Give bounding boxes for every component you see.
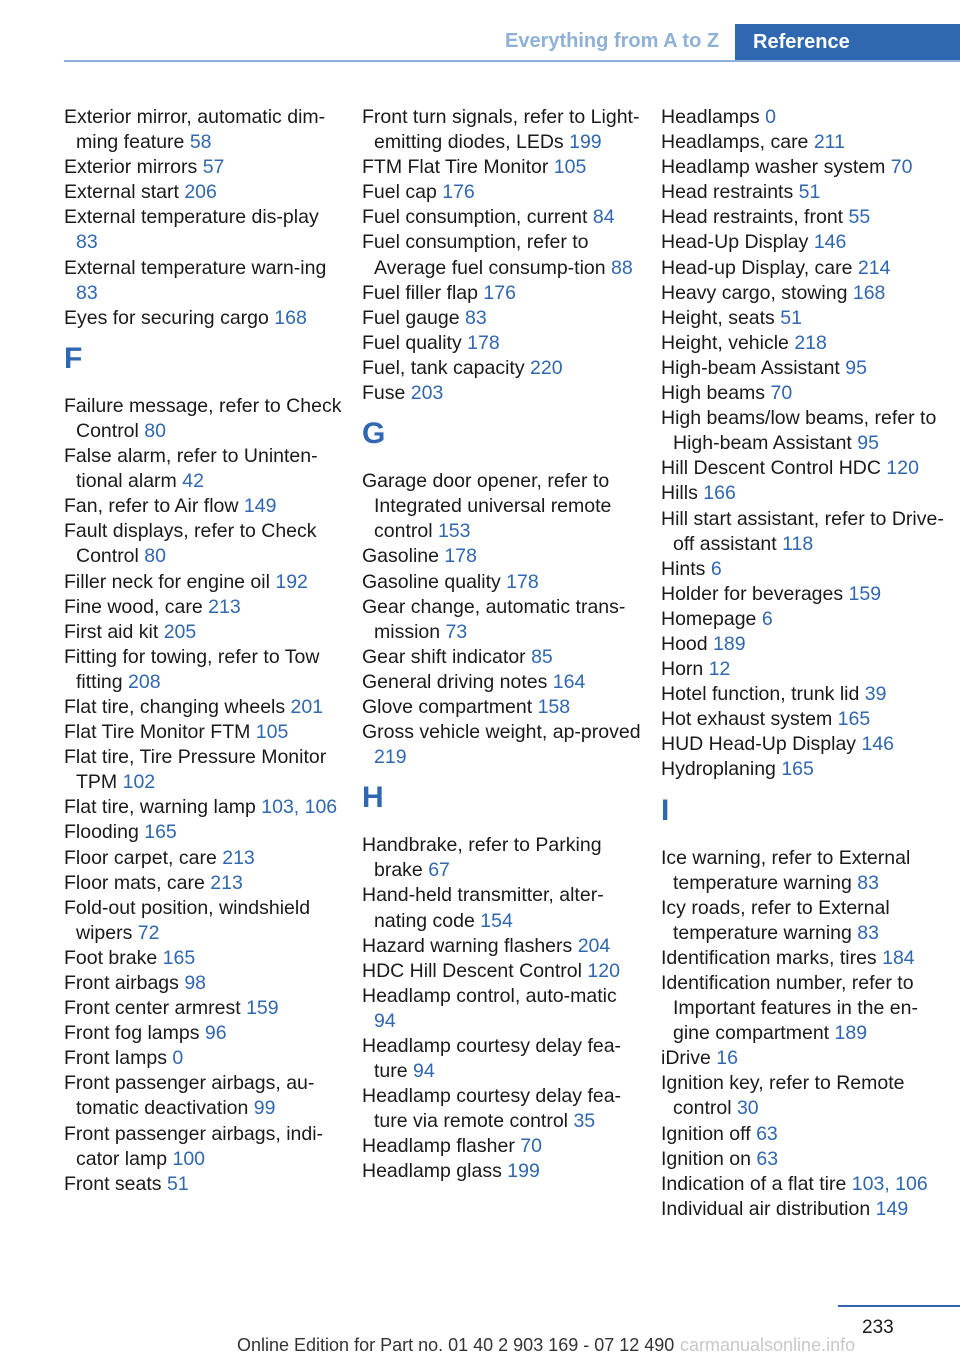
index-entry-text: High-beam Assistant xyxy=(661,356,840,379)
index-entry-text: Ignition on xyxy=(661,1147,751,1170)
page-reference-link[interactable]: 98 xyxy=(184,972,207,994)
page-reference-link[interactable]: 164 xyxy=(552,670,586,693)
page-reference-link[interactable]: 206 xyxy=(184,181,217,204)
page-reference-link[interactable]: 16 xyxy=(716,1047,738,1070)
index-entry xyxy=(64,1071,344,1121)
watermark: carmanualsonline.info xyxy=(680,1335,856,1355)
page-reference-link[interactable]: 165 xyxy=(144,821,177,844)
index-entry-text: Headlamp washer system xyxy=(661,156,886,179)
index-entry-text: HDC Hill Descent Control xyxy=(362,959,582,982)
index-entry xyxy=(362,381,642,406)
page-reference-link[interactable]: 83 xyxy=(76,231,98,254)
index-entry-text: Handbrake, refer to Parking brake xyxy=(362,834,602,882)
index-letter-heading: G xyxy=(362,417,386,451)
page-reference-link[interactable]: 213 xyxy=(222,846,255,869)
page-number: 233 xyxy=(862,1317,894,1338)
index-entry xyxy=(661,582,951,607)
index-entry-text: Individual air distribution xyxy=(661,1197,871,1220)
index-entry xyxy=(661,682,951,707)
index-column-3 xyxy=(661,105,951,1222)
index-entry xyxy=(64,595,344,620)
index-entry-text: Horn xyxy=(661,658,704,681)
page-reference-link[interactable]: 105 xyxy=(255,721,289,744)
index-entry xyxy=(661,356,951,381)
index-entry-text: Headlamp flasher xyxy=(362,1135,515,1158)
index-entry xyxy=(64,105,344,155)
index-entry xyxy=(64,180,344,205)
index-entry xyxy=(362,695,642,720)
index-entry-text: Front airbags xyxy=(64,972,179,994)
index-entry xyxy=(362,720,642,770)
page-reference-link[interactable]: 51 xyxy=(780,306,802,329)
index-entry-text: Fuel consumption, refer to Average fuel consump-tion xyxy=(362,231,606,279)
index-entry-text: Flat tire, Tire Pressure Monitor TPM xyxy=(64,746,327,794)
index-entry xyxy=(661,657,951,682)
index-entry-text: Ignition key, refer to Remote control xyxy=(661,1072,905,1120)
index-entry xyxy=(362,356,642,381)
index-entry xyxy=(661,256,951,281)
page-reference-link[interactable]: 159 xyxy=(246,997,279,1020)
index-entry xyxy=(661,757,951,782)
index-entry xyxy=(661,205,951,230)
index-entry-text: Holder for beverages xyxy=(661,582,844,605)
index-entry xyxy=(362,155,642,180)
index-entry xyxy=(661,632,951,657)
page-reference-link[interactable]: 96 xyxy=(204,1022,227,1045)
page-reference-link[interactable]: 83 xyxy=(857,921,879,944)
page-reference-link[interactable]: 88 xyxy=(611,256,633,279)
page-reference-link[interactable]: 165 xyxy=(781,758,814,781)
index-entry xyxy=(64,695,344,720)
page-reference-link[interactable]: 83 xyxy=(465,306,487,329)
index-entry-text: Front center armrest xyxy=(64,997,241,1020)
index-entry xyxy=(64,946,344,971)
index-entry xyxy=(362,205,642,230)
index-entry-text: Filler neck for engine oil xyxy=(64,570,270,593)
page-reference-link[interactable]: 99 xyxy=(253,1097,276,1120)
edition-note: Online Edition for Part no. 01 40 2 903 169 - 07 12 490 xyxy=(237,1335,675,1355)
page-reference-link[interactable]: 6 xyxy=(761,607,773,630)
index-entry-text: External temperature warn-ing xyxy=(64,256,327,279)
page-reference-link[interactable]: 51 xyxy=(166,1172,189,1195)
index-entry xyxy=(661,406,951,456)
index-entry xyxy=(64,996,344,1021)
page-reference-link[interactable]: 149 xyxy=(243,495,277,518)
page-reference-link[interactable]: 118 xyxy=(782,532,814,555)
page-reference-link[interactable]: 85 xyxy=(531,645,553,668)
index-entry-text: Identification number, refer to Important features in the en-gine compartment xyxy=(661,972,918,1045)
page-reference-link[interactable]: 42 xyxy=(182,470,204,493)
page-reference-link[interactable]: 103, 106 xyxy=(261,796,338,819)
page-reference-link[interactable]: 218 xyxy=(794,331,827,354)
index-entry-text: Garage door opener, refer to Integrated universal remote control xyxy=(362,470,612,543)
index-entry-text: Fuel, tank capacity xyxy=(362,356,525,379)
index-entry xyxy=(661,946,951,971)
index-entry xyxy=(362,331,642,356)
index-entry-text: Headlamp courtesy delay fea-ture via remote control xyxy=(362,1085,622,1133)
page-reference-link[interactable]: 153 xyxy=(437,520,471,543)
index-entry-text: Front seats xyxy=(64,1172,162,1195)
index-entry-text: Eyes for securing cargo xyxy=(64,306,269,329)
index-entry-text: Icy roads, refer to External temperature warning xyxy=(661,896,890,944)
index-entry-text: Fuel filler flap xyxy=(362,281,478,304)
index-entry xyxy=(661,846,951,896)
index-entry-text: Front lamps xyxy=(64,1047,167,1070)
index-entry-text: Headlamp courtesy delay fea-ture xyxy=(362,1035,622,1083)
index-entry-text: High beams xyxy=(661,382,766,405)
index-entry xyxy=(661,1122,951,1147)
index-entry-text: iDrive xyxy=(661,1047,711,1070)
page-reference-link[interactable]: 159 xyxy=(848,582,882,605)
page-reference-link[interactable]: 176 xyxy=(483,281,516,304)
index-entry-text: Floor mats, care xyxy=(64,871,205,894)
page-reference-link[interactable]: 204 xyxy=(577,934,611,957)
index-entry-text: Hood xyxy=(661,632,708,655)
page-reference-link[interactable]: 83 xyxy=(76,281,98,304)
page-reference-link[interactable]: 102 xyxy=(122,771,156,794)
header-divider xyxy=(64,60,960,62)
index-entry xyxy=(362,544,642,569)
page-reference-link[interactable]: 214 xyxy=(857,256,891,279)
index-entry xyxy=(661,607,951,632)
footer-divider xyxy=(838,1305,960,1307)
page-reference-link[interactable]: 103, 106 xyxy=(851,1172,928,1195)
index-entry xyxy=(362,959,642,984)
index-entry xyxy=(64,256,344,306)
index-entry-text: Identification marks, tires xyxy=(661,946,877,969)
index-entry-text: Head restraints xyxy=(661,181,794,204)
index-entry xyxy=(362,180,642,205)
index-entry-text: Gear change, automatic trans-mission xyxy=(362,595,626,643)
index-entry xyxy=(661,732,951,757)
page-reference-link[interactable]: 80 xyxy=(144,545,166,568)
index-entry xyxy=(64,745,344,795)
page-reference-link[interactable]: 176 xyxy=(442,181,475,204)
index-entry-text: Gross vehicle weight, ap-proved xyxy=(362,721,641,744)
index-entry xyxy=(661,971,951,1046)
index-entry xyxy=(362,306,642,331)
page-reference-link[interactable]: 178 xyxy=(506,570,539,593)
reference-tab[interactable]: Reference xyxy=(735,24,960,60)
index-entry-text: Height, seats xyxy=(661,306,775,329)
page-reference-link[interactable]: 220 xyxy=(530,356,563,379)
index-entry xyxy=(661,481,951,506)
index-entry xyxy=(661,381,951,406)
index-entry xyxy=(64,570,344,595)
index-letter-heading: F xyxy=(64,341,83,375)
index-entry xyxy=(661,1172,951,1197)
index-entry xyxy=(64,720,344,745)
page-header xyxy=(0,0,960,62)
index-entry xyxy=(64,620,344,645)
index-entry-text: Hand-held transmitter, alter-nating code xyxy=(362,884,604,932)
page-reference-link[interactable]: 0 xyxy=(765,106,776,128)
page-reference-link[interactable]: 158 xyxy=(537,695,571,718)
page-reference-link[interactable]: 201 xyxy=(290,695,324,718)
index-entry xyxy=(362,670,642,695)
page-reference-link[interactable]: 94 xyxy=(374,1009,396,1032)
index-entry-text: Indication of a flat tire xyxy=(661,1172,847,1195)
index-entry xyxy=(362,934,642,959)
index-entry-text: Homepage xyxy=(661,607,757,630)
index-entry xyxy=(64,519,344,569)
section-title: Everything from A to Z xyxy=(505,30,720,52)
index-entry-text: Foot brake xyxy=(64,946,158,969)
index-entry xyxy=(661,180,951,205)
index-entry xyxy=(64,1172,344,1197)
page-reference-link[interactable]: 105 xyxy=(553,156,587,179)
page-reference-link[interactable]: 168 xyxy=(852,281,886,304)
index-entry-text: General driving notes xyxy=(362,670,548,693)
index-entry-text: Flat tire, warning lamp xyxy=(64,796,256,819)
page-reference-link[interactable]: 154 xyxy=(480,909,513,932)
index-entry xyxy=(362,1034,642,1084)
index-entry-text: Gasoline quality xyxy=(362,570,501,593)
index-entry xyxy=(362,984,642,1034)
page-reference-link[interactable]: 35 xyxy=(573,1110,596,1133)
index-entry-text: High beams/low beams, refer to High-beam Assistant xyxy=(661,407,937,455)
index-entry-text: Fitting for towing, refer to Tow fitting xyxy=(64,645,320,693)
page-reference-link[interactable]: 51 xyxy=(798,181,821,204)
page-reference-link[interactable]: 70 xyxy=(770,382,793,405)
page-reference-link[interactable]: 199 xyxy=(569,131,602,154)
page-reference-link[interactable]: 67 xyxy=(428,859,450,882)
page-reference-link[interactable]: 211 xyxy=(813,131,845,154)
page-reference-link[interactable]: 100 xyxy=(172,1147,206,1170)
index-entry xyxy=(661,281,951,306)
page-reference-link[interactable]: 70 xyxy=(890,156,913,179)
index-entry-text: FTM Flat Tire Monitor xyxy=(362,156,549,179)
index-entry xyxy=(661,456,951,481)
index-letter-heading: I xyxy=(661,793,670,827)
index-entry xyxy=(362,883,642,933)
page-reference-link[interactable]: 178 xyxy=(467,331,500,354)
page-reference-link[interactable]: 63 xyxy=(756,1122,778,1145)
index-entry xyxy=(362,595,642,645)
index-entry xyxy=(64,1046,344,1071)
index-entry xyxy=(661,507,951,557)
page-reference-link[interactable]: 178 xyxy=(444,545,477,568)
page-reference-link[interactable]: 80 xyxy=(144,419,166,442)
index-entry xyxy=(661,1071,951,1121)
page-reference-link[interactable]: 205 xyxy=(163,620,197,643)
page-reference-link[interactable]: 120 xyxy=(587,959,620,982)
page-reference-link[interactable]: 70 xyxy=(520,1135,542,1158)
page-reference-link[interactable]: 168 xyxy=(274,306,307,329)
index-entry xyxy=(362,645,642,670)
index-entry xyxy=(362,1084,642,1134)
index-entry xyxy=(64,205,344,255)
index-entry-text: Fold-out position, windshield wipers xyxy=(64,896,311,944)
index-entry-text: Flooding xyxy=(64,821,139,844)
index-entry-text: Hotel function, trunk lid xyxy=(661,683,860,706)
index-entry xyxy=(64,795,344,820)
index-entry xyxy=(661,230,951,255)
index-entry-text: Fuel consumption, current xyxy=(362,206,588,229)
index-entry xyxy=(64,494,344,519)
index-entry-text: Flat tire, changing wheels xyxy=(64,695,286,718)
index-entry xyxy=(64,155,344,180)
index-entry-text: Fuel quality xyxy=(362,331,462,354)
index-entry-text: Floor carpet, care xyxy=(64,846,217,869)
page-reference-link[interactable]: 39 xyxy=(864,683,887,706)
page-reference-link[interactable]: 199 xyxy=(507,1160,540,1183)
index-entry xyxy=(362,1159,642,1184)
index-entry-text: Exterior mirror, automatic dim-ming feature xyxy=(64,106,326,154)
index-entry-text: Fuel cap xyxy=(362,181,437,204)
index-entry-text: Front passenger airbags, au-tomatic deactivation xyxy=(64,1072,315,1120)
index-letter-heading: H xyxy=(362,781,384,815)
index-entry xyxy=(362,570,642,595)
page-reference-link[interactable]: 219 xyxy=(374,746,407,769)
index-entry-text: Front fog lamps xyxy=(64,1022,200,1045)
index-entry xyxy=(64,1122,344,1172)
page-reference-link[interactable]: 63 xyxy=(756,1147,779,1170)
page-reference-link[interactable]: 95 xyxy=(845,356,867,379)
index-entry xyxy=(661,1197,951,1222)
page-reference-link[interactable]: 149 xyxy=(875,1197,909,1220)
index-entry-text: Ignition off xyxy=(661,1122,751,1145)
index-entry-text: Ice warning, refer to External temperature warning xyxy=(661,846,911,894)
index-entry-text: Glove compartment xyxy=(362,695,533,718)
index-entry-text: Head-up Display, care xyxy=(661,256,853,279)
index-entry-text: Fan, refer to Air flow xyxy=(64,495,239,518)
index-entry xyxy=(362,281,642,306)
index-entry xyxy=(64,394,344,444)
index-entry xyxy=(362,105,642,155)
index-entry xyxy=(661,707,951,732)
page-reference-link[interactable]: 57 xyxy=(202,156,225,179)
page-reference-link[interactable]: 58 xyxy=(189,131,212,154)
index-entry-text: HUD Head-Up Display xyxy=(661,733,857,756)
index-entry xyxy=(661,1046,951,1071)
index-entry-text: Fuse xyxy=(362,382,406,405)
page-reference-link[interactable]: 213 xyxy=(210,871,243,894)
index-entry-text: Fault displays, refer to Check Control xyxy=(64,520,317,568)
index-entry-text: Headlamp control, auto-matic xyxy=(362,984,617,1007)
page-reference-link[interactable]: 55 xyxy=(848,206,871,229)
index-entry-text: Heavy cargo, stowing xyxy=(661,281,848,304)
page-reference-link[interactable]: 84 xyxy=(592,206,615,229)
index-entry-text: Hills xyxy=(661,482,698,505)
index-entry xyxy=(661,331,951,356)
index-entry xyxy=(362,230,642,280)
page-reference-link[interactable]: 189 xyxy=(713,632,746,655)
index-entry-text: Height, vehicle xyxy=(661,331,789,354)
index-entry-text: Fine wood, care xyxy=(64,595,203,618)
index-entry-text: Front turn signals, refer to Light-emitting diodes, LEDs xyxy=(362,106,640,154)
index-entry-text: Gasoline xyxy=(362,545,439,568)
index-entry-text: Hydroplaning xyxy=(661,758,776,781)
index-entry xyxy=(64,820,344,845)
page-reference-link[interactable]: 0 xyxy=(172,1047,184,1070)
index-entry-text: Exterior mirrors xyxy=(64,156,198,179)
index-entry xyxy=(661,1147,951,1172)
page-reference-link[interactable]: 146 xyxy=(861,733,895,756)
page-reference-link[interactable]: 166 xyxy=(703,482,736,505)
index-entry-text: First aid kit xyxy=(64,620,159,643)
page-reference-link[interactable]: 165 xyxy=(837,708,871,731)
index-entry xyxy=(64,645,344,695)
page-reference-link[interactable]: 208 xyxy=(128,670,161,693)
page-reference-link[interactable]: 146 xyxy=(813,231,847,254)
page-reference-link[interactable]: 213 xyxy=(208,595,241,618)
index-entry-text: Hazard warning flashers xyxy=(362,934,573,957)
index-entry xyxy=(64,971,344,996)
index-entry xyxy=(661,306,951,331)
index-entry-text: Failure message, refer to Check Control xyxy=(64,394,342,442)
index-entry-text: Hill start assistant, refer to Drive-off assistant xyxy=(661,507,944,555)
index-entry-text: Hill Descent Control HDC xyxy=(661,457,881,480)
index-entry xyxy=(64,306,344,331)
index-entry xyxy=(661,896,951,946)
index-entry-text: Hints xyxy=(661,557,706,580)
page-reference-link[interactable]: 72 xyxy=(137,921,160,944)
index-entry xyxy=(64,1021,344,1046)
page-reference-link[interactable]: 73 xyxy=(445,620,468,643)
index-entry xyxy=(64,871,344,896)
index-entry-text: Gear shift indicator xyxy=(362,645,526,668)
index-entry xyxy=(64,444,344,494)
index-entry xyxy=(661,557,951,582)
page-reference-link[interactable]: 83 xyxy=(857,871,879,894)
page-reference-link[interactable]: 95 xyxy=(857,432,879,455)
index-entry-text: External start xyxy=(64,181,179,204)
index-column-2 xyxy=(362,105,642,1185)
page-reference-link[interactable]: 203 xyxy=(410,382,444,405)
index-entry-text: Flat Tire Monitor FTM xyxy=(64,721,251,744)
page-reference-link[interactable]: 6 xyxy=(710,557,722,580)
page-reference-link[interactable]: 192 xyxy=(275,570,308,593)
index-entry-text: Head restraints, front xyxy=(661,206,844,229)
index-entry-text: Front passenger airbags, indi-cator lamp xyxy=(64,1122,324,1170)
index-entry xyxy=(362,1134,642,1159)
index-entry xyxy=(362,469,642,544)
index-column-1 xyxy=(64,105,344,1197)
index-entry-text: Head-Up Display xyxy=(661,231,809,254)
index-entry-text: Headlamp glass xyxy=(362,1160,502,1183)
index-entry-text: Hot exhaust system xyxy=(661,708,833,731)
index-entry-text: False alarm, refer to Uninten-tional alarm xyxy=(64,445,318,493)
index-entry-text: Headlamps, care xyxy=(661,131,809,154)
index-entry xyxy=(661,105,951,130)
page-reference-link[interactable]: 120 xyxy=(886,457,919,480)
index-entry xyxy=(64,846,344,871)
index-entry-text: Headlamps xyxy=(661,106,760,128)
page-reference-link[interactable]: 94 xyxy=(413,1060,435,1083)
page-reference-link[interactable]: 30 xyxy=(736,1097,759,1120)
index-entry xyxy=(661,130,951,155)
index-entry-text: Fuel gauge xyxy=(362,306,460,329)
index-entry xyxy=(64,896,344,946)
index-entry xyxy=(362,833,642,883)
index-entry-text: External temperature dis-play xyxy=(64,206,319,229)
page-reference-link[interactable]: 165 xyxy=(162,946,196,969)
page-reference-link[interactable]: 12 xyxy=(708,658,731,681)
page-reference-link[interactable]: 184 xyxy=(882,946,915,969)
page-reference-link[interactable]: 189 xyxy=(834,1022,868,1045)
index-entry xyxy=(661,155,951,180)
